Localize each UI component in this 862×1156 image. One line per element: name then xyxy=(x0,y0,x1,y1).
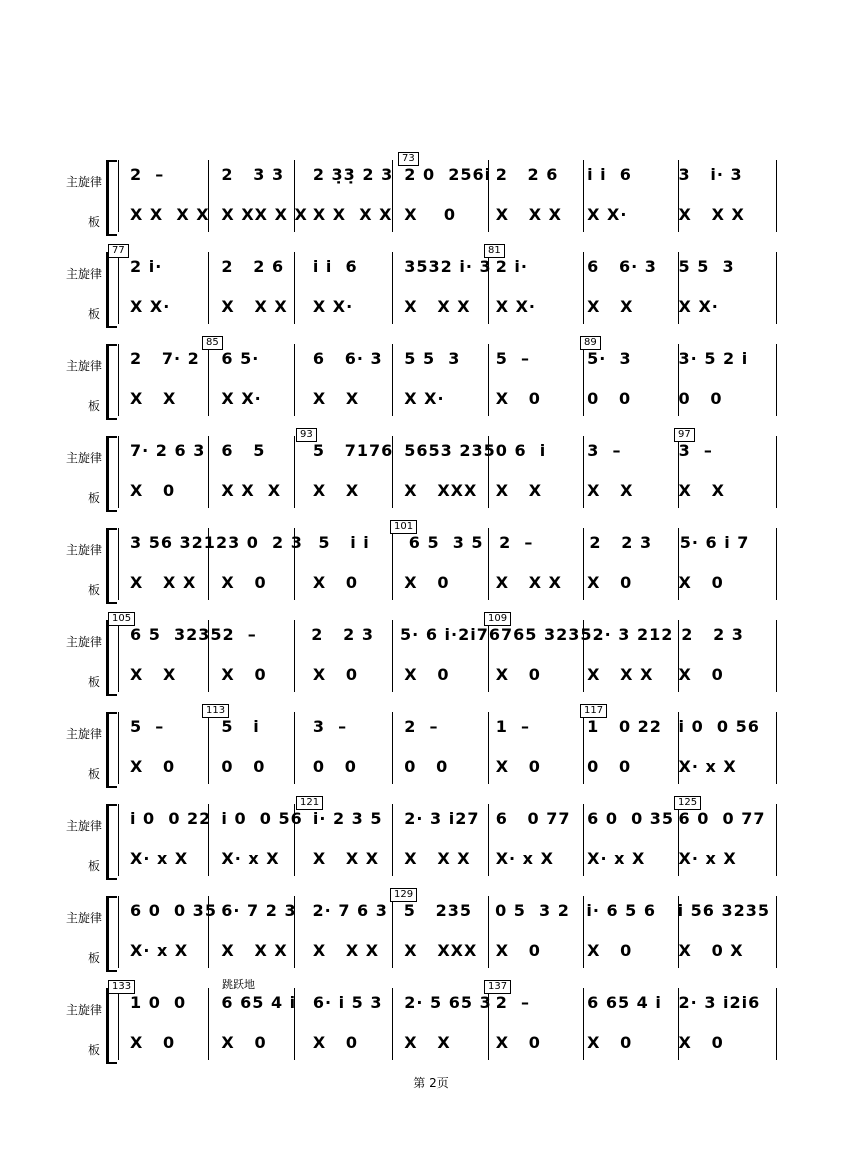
melody-measure: 6 0 77 xyxy=(495,808,571,828)
melody-line xyxy=(130,163,770,185)
melody-measure: i· 2 3 5 xyxy=(312,808,383,828)
melody-label: 主旋律 xyxy=(66,175,103,189)
melody-measure: i 0 0 22 xyxy=(130,808,212,828)
melody-measure: 2 2 3 xyxy=(311,624,374,644)
ban-label: 板 xyxy=(88,675,101,689)
ban-line xyxy=(130,1031,770,1053)
melody-measure: 3532 i· 3 xyxy=(404,256,492,276)
melody-measure: 6 65 4 i xyxy=(587,992,662,1012)
melody-line xyxy=(130,899,770,921)
ban-measure: X 0 xyxy=(587,572,633,592)
ban-measure: X· x X xyxy=(221,848,280,868)
barline xyxy=(776,160,777,232)
melody-measure: 2 0 256i xyxy=(404,164,492,184)
melody-label: 主旋律 xyxy=(66,911,103,925)
melody-line xyxy=(130,439,770,461)
ban-label: 板 xyxy=(88,215,101,229)
melody-measure: 1 0 22 xyxy=(587,716,662,736)
ban-measure: X X xyxy=(130,388,177,408)
melody-measure: 6· 7 2 3 xyxy=(221,900,297,920)
expression-annotation: 跳跃地 xyxy=(222,978,255,991)
barline xyxy=(776,712,777,784)
score-system xyxy=(0,518,862,610)
score-system xyxy=(0,886,862,978)
ban-label: 板 xyxy=(88,767,101,781)
melody-measure: 1 0 0 xyxy=(130,992,187,1012)
melody-measure: 6 6· 3 xyxy=(312,348,383,368)
ban-label: 板 xyxy=(88,583,101,597)
measure-number: 125 xyxy=(674,796,701,810)
score-system xyxy=(0,150,862,242)
melody-measure: 6 6· 3 xyxy=(587,256,657,276)
score-system xyxy=(0,426,862,518)
ban-measure: X 0 xyxy=(587,940,633,960)
melody-measure: 2 i· xyxy=(495,256,528,276)
ban-label: 板 xyxy=(88,399,101,413)
melody-measure: 6765 3235 xyxy=(488,624,593,644)
melody-measure: 5· 6 i 7 xyxy=(679,532,750,552)
melody-line xyxy=(130,531,770,553)
ban-measure: X X X xyxy=(495,204,562,224)
ban-measure: X X X xyxy=(221,480,282,500)
ban-measure: X 0 xyxy=(587,1032,633,1052)
barline xyxy=(118,528,119,600)
melody-measure: 5 7176 xyxy=(312,440,394,460)
melody-measure: 5653 235 xyxy=(404,440,496,460)
ban-line xyxy=(130,203,770,225)
page-footer: 第 2页 xyxy=(413,1076,449,1090)
melody-measure: i· 6 5 6 xyxy=(586,900,656,920)
ban-measure: X 0 xyxy=(312,664,359,684)
melody-measure: 2· 5 65 3 xyxy=(404,992,492,1012)
barline xyxy=(776,528,777,600)
melody-measure: i 0 0 56 xyxy=(678,716,760,736)
melody-measure: 2 – xyxy=(404,716,439,736)
melody-measure: 6 5 xyxy=(221,440,266,460)
measure-number: 105 xyxy=(108,612,135,626)
barline xyxy=(118,712,119,784)
melody-measure: 3 – xyxy=(312,716,348,736)
melody-measure: 5 – xyxy=(130,716,165,736)
ban-measure: 0 0 xyxy=(587,756,632,776)
ban-measure: X X· xyxy=(404,388,445,408)
ban-label: 板 xyxy=(88,859,101,873)
ban-line xyxy=(130,295,770,317)
ban-measure: X 0 xyxy=(312,572,359,592)
ban-measure: X X· xyxy=(130,296,171,316)
ban-line xyxy=(130,755,770,777)
system-brace xyxy=(106,160,117,236)
ban-measure: X XXX xyxy=(404,480,478,500)
melody-line xyxy=(130,255,770,277)
melody-measure: 2 3 3 xyxy=(221,164,285,184)
barline xyxy=(776,620,777,692)
ban-measure: X X X xyxy=(495,572,562,592)
measure-number: 93 xyxy=(296,428,317,442)
melody-measure: 5 5 3 xyxy=(404,348,461,368)
ban-measure: X X· xyxy=(312,296,354,316)
ban-measure: X X X xyxy=(312,848,380,868)
measure-number: 129 xyxy=(390,888,417,902)
melody-line xyxy=(130,347,770,369)
ban-measure: X X X X xyxy=(130,204,210,224)
barline xyxy=(118,160,119,232)
ban-measure: X 0 xyxy=(130,756,176,776)
ban-label: 板 xyxy=(88,307,101,321)
ban-measure: X X X xyxy=(130,572,197,592)
melody-measure: 6 0 0 77 xyxy=(678,808,766,828)
measure-number: 77 xyxy=(108,244,129,258)
measure-number: 137 xyxy=(484,980,511,994)
melody-measure: 5· 3 xyxy=(587,348,632,368)
ban-measure: X 0 xyxy=(404,204,457,224)
ban-measure: X 0 xyxy=(312,1032,359,1052)
melody-measure: 5 – xyxy=(495,348,530,368)
ban-line xyxy=(130,571,770,593)
ban-measure: X· x X xyxy=(130,940,189,960)
melody-measure: 3 0 2 3 xyxy=(228,532,303,552)
barline xyxy=(118,896,119,968)
melody-measure: 2 2 3 xyxy=(681,624,744,644)
ban-measure: X X· xyxy=(587,204,628,224)
melody-label: 主旋律 xyxy=(66,267,103,281)
ban-measure: X 0 xyxy=(495,1032,541,1052)
melody-measure: 5 5 3 xyxy=(678,256,735,276)
system-brace xyxy=(106,988,117,1064)
melody-measure: 3 56 3212 xyxy=(130,532,229,552)
melody-measure: 0 5 3 2 xyxy=(495,900,570,920)
ban-measure: X 0 xyxy=(495,940,541,960)
melody-label: 主旋律 xyxy=(66,635,103,649)
melody-measure: 6 5· xyxy=(221,348,260,368)
melody-line xyxy=(130,715,770,737)
score-system xyxy=(0,978,862,1070)
melody-measure: i i 6 xyxy=(312,256,358,276)
ban-measure: X 0 xyxy=(495,388,541,408)
ban-measure: X· x X xyxy=(587,848,646,868)
ban-line xyxy=(130,939,770,961)
melody-measure: 3· 5 2 i xyxy=(678,348,749,368)
ban-measure: X X X xyxy=(404,848,471,868)
ban-measure: X X X X xyxy=(312,204,393,224)
ban-measure: X· x X xyxy=(678,848,737,868)
melody-line xyxy=(130,623,770,645)
melody-measure: i 0 0 56 xyxy=(221,808,303,828)
ban-measure: X X X xyxy=(404,296,471,316)
measure-number: 117 xyxy=(580,704,607,718)
melody-measure: 5 i i xyxy=(318,532,370,552)
barline xyxy=(118,252,119,324)
melody-measure: 6 5 3235 xyxy=(130,624,223,644)
melody-measure: 2 2 6 xyxy=(221,256,285,276)
melody-measure: 2 i· xyxy=(130,256,163,276)
melody-measure: 2· 3 i27 xyxy=(404,808,480,828)
melody-measure: 2 – xyxy=(130,164,165,184)
melody-measure: 6 65 4 i xyxy=(221,992,297,1012)
barline xyxy=(118,988,119,1060)
melody-measure: 2 – xyxy=(495,992,530,1012)
score-system xyxy=(0,334,862,426)
ban-measure: X X· xyxy=(221,388,262,408)
measure-number: 97 xyxy=(674,428,695,442)
barline xyxy=(118,620,119,692)
ban-measure: X 0 xyxy=(678,1032,724,1052)
barline xyxy=(776,436,777,508)
measure-number: 73 xyxy=(398,152,419,166)
system-brace xyxy=(106,712,117,788)
ban-measure: X 0 xyxy=(221,572,267,592)
ban-measure: X 0 xyxy=(404,572,450,592)
ban-label: 板 xyxy=(88,951,101,965)
barline xyxy=(118,344,119,416)
melody-measure: 5· 6 i·2i7 xyxy=(400,624,489,644)
ban-line xyxy=(130,387,770,409)
barline xyxy=(776,988,777,1060)
score-system xyxy=(0,242,862,334)
melody-measure: 6· i 5 3 xyxy=(312,992,383,1012)
measure-number: 101 xyxy=(390,520,417,534)
melody-measure: 2 7· 2 xyxy=(130,348,200,368)
ban-measure: 0 0 xyxy=(312,756,357,776)
melody-measure: 2 2 3 xyxy=(589,532,653,552)
ban-measure: X X xyxy=(312,480,360,500)
barline xyxy=(776,804,777,876)
ban-measure: X X xyxy=(587,480,634,500)
ban-measure: X 0 xyxy=(404,664,450,684)
ban-label: 板 xyxy=(88,1043,101,1057)
barline xyxy=(118,804,119,876)
ban-measure: X 0 xyxy=(130,1032,176,1052)
melody-measure: 6 0 0 35 xyxy=(130,900,217,920)
melody-measure: i 56 3235 xyxy=(677,900,771,920)
ban-measure: X X X xyxy=(221,296,288,316)
system-brace xyxy=(106,344,117,420)
melody-measure: 6 5 3 5 xyxy=(408,532,484,552)
melody-measure: i i 6 xyxy=(587,164,632,184)
ban-measure: X X· xyxy=(678,296,719,316)
system-brace xyxy=(106,528,117,604)
ban-line xyxy=(130,663,770,685)
measure-number: 85 xyxy=(202,336,223,350)
ban-measure: X X xyxy=(495,480,543,500)
barline xyxy=(776,344,777,416)
melody-measure: 0 6 i xyxy=(495,440,547,460)
melody-measure: 1 – xyxy=(495,716,530,736)
ban-measure: X X xyxy=(312,388,360,408)
ban-measure: 0 0 xyxy=(221,756,266,776)
ban-measure: X 0 X xyxy=(678,940,744,960)
ban-measure: X 0 xyxy=(221,664,267,684)
melody-measure: 7· 2 6 3 xyxy=(130,440,206,460)
melody-measure: 3 i· 3 xyxy=(678,164,743,184)
ban-measure: X 0 xyxy=(678,572,724,592)
system-brace xyxy=(106,804,117,880)
ban-measure: X 0 xyxy=(130,480,176,500)
melody-measure: 6 0 0 35 xyxy=(587,808,675,828)
ban-measure: X X xyxy=(404,1032,451,1052)
ban-measure: X X xyxy=(587,296,634,316)
melody-measure: 2· 3 212 xyxy=(592,624,674,644)
melody-measure: 2· 3 i2i6 xyxy=(678,992,761,1012)
system-brace xyxy=(106,896,117,972)
system-brace xyxy=(106,620,117,696)
ban-measure: X· x X xyxy=(495,848,554,868)
ban-measure: X XX X X xyxy=(221,204,308,224)
measure-number: 109 xyxy=(484,612,511,626)
ban-measure: X X X xyxy=(587,664,654,684)
barline xyxy=(776,896,777,968)
measure-number: 81 xyxy=(484,244,505,258)
ban-line xyxy=(130,847,770,869)
melody-measure: 2 – xyxy=(499,532,534,552)
ban-label: 板 xyxy=(88,491,101,505)
ban-measure: X 0 xyxy=(221,1032,267,1052)
measure-number: 121 xyxy=(296,796,323,810)
melody-measure: 2· 7 6 3 xyxy=(312,900,388,920)
ban-measure: X X X xyxy=(221,940,288,960)
melody-measure: 2 2 6 xyxy=(495,164,559,184)
score-system xyxy=(0,610,862,702)
melody-label: 主旋律 xyxy=(66,359,103,373)
ban-measure: X· x X xyxy=(678,756,737,776)
melody-measure: 3 – xyxy=(587,440,622,460)
melody-measure: 3 – xyxy=(678,440,713,460)
ban-measure: X XXX xyxy=(404,940,478,960)
ban-measure: 0 0 xyxy=(587,388,632,408)
ban-line xyxy=(130,479,770,501)
system-brace xyxy=(106,252,117,328)
ban-measure: X X X xyxy=(312,940,380,960)
melody-measure: 5 i xyxy=(221,716,260,736)
ban-measure: X X xyxy=(130,664,177,684)
ban-measure: X 0 xyxy=(495,664,541,684)
ban-measure: X X· xyxy=(495,296,537,316)
melody-label: 主旋律 xyxy=(66,1003,103,1017)
melody-measure: 2 – xyxy=(222,624,257,644)
measure-number: 89 xyxy=(580,336,601,350)
melody-label: 主旋律 xyxy=(66,451,103,465)
score-system xyxy=(0,794,862,886)
ban-measure: X X xyxy=(678,480,725,500)
melody-label: 主旋律 xyxy=(66,819,103,833)
ban-measure: X 0 xyxy=(495,756,541,776)
ban-measure: X 0 xyxy=(678,664,724,684)
ban-measure: 0 0 xyxy=(404,756,449,776)
ban-measure: X X X xyxy=(678,204,745,224)
melody-measure: 2 3̣3̣ 2 3 xyxy=(312,164,394,184)
ban-measure: 0 0 xyxy=(678,388,723,408)
melody-label: 主旋律 xyxy=(66,727,103,741)
melody-label: 主旋律 xyxy=(66,543,103,557)
melody-line xyxy=(130,991,770,1013)
measure-number: 133 xyxy=(108,980,135,994)
melody-measure: 5 235 xyxy=(403,900,473,920)
melody-line xyxy=(130,807,770,829)
score-system xyxy=(0,702,862,794)
barline xyxy=(776,252,777,324)
ban-measure: X· x X xyxy=(130,848,189,868)
barline xyxy=(118,436,119,508)
measure-number: 113 xyxy=(202,704,229,718)
system-brace xyxy=(106,436,117,512)
